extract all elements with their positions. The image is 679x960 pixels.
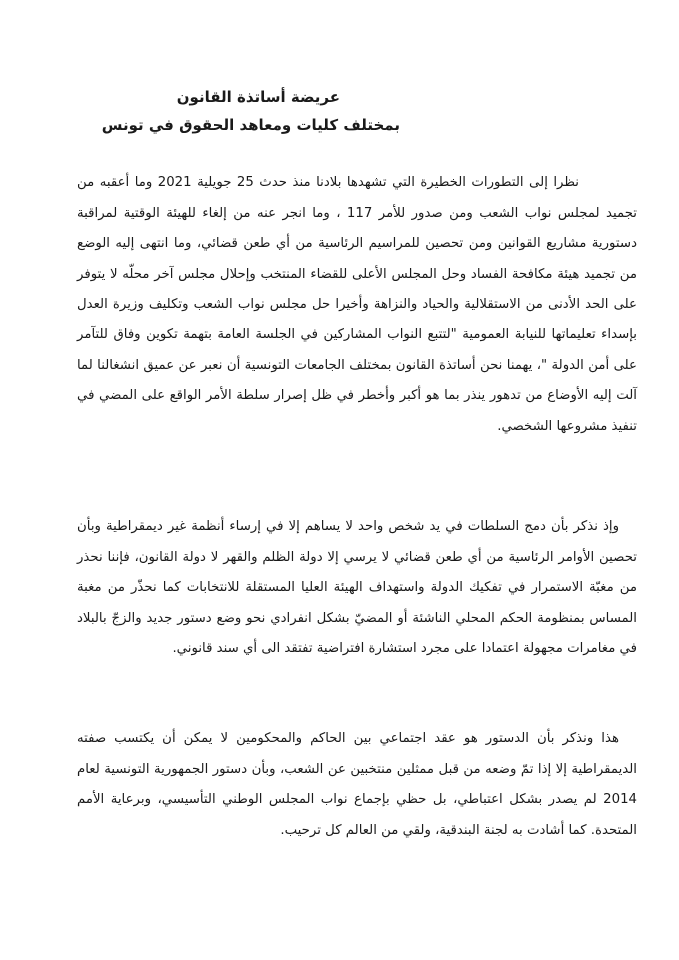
paragraph-3: هذا ونذكر بأن الدستور هو عقد اجتماعي بين الحاكم والمحكومين لا يمكن أن يكتسب صفته الديمقراطية إلا إذا تمّ وضعه من قبل ممثلين منتخبين عن الشعب، وبأن دستور الجمهورية التونسية لعام 2014 لم يصدر بشكل اعتباطي، بل حظي بإجماع نواب المجلس الوطني التأسيسي، وبرعاية الأمم المتحدة. كما أشادت به لجنة البندقية، ولقي من العالم كل ترحيب. <box>77 731 637 838</box>
document-title: عريضة أساتذة القانون <box>176 88 340 106</box>
paragraph-1: نظرا إلى التطورات الخطيرة التي تشهدها بلادنا منذ حدث 25 جويلية 2021 وما أعقبه من تجميد لمجلس نواب الشعب ومن صدور للأمر 117 ، وما انجر عنه من إلغاء للهيئة الوقتية لمراقبة دستورية مشاريع القوانين ومن تحصين للمراسيم الرئاسية من أي طعن قضائي، وما انتهى إليه الوضع من تجميد هيئة مكافحة الفساد وحل المجلس الأعلى للقضاء المنتخب وإحلال مجلس آخر محلّه لا يتوفر على الحد الأدنى من الاستقلالية والحياد والنزاهة وأخيرا حل مجلس نواب الشعب وتكليف وزيرة العدل بإسداء تعليماتها للنيابة العمومية "لتتبع النواب المشاركين في الجلسة العامة بتهمة تكوين وفاق للتآمر على أمن الدولة "، يهمنا نحن أساتذة القانون بمختلف الجامعات التونسية أن نعبر عن عميق انشغالنا لما آلت إليه الأوضاع من تدهور ينذر بما هو أكبر وأخطر في ظل إصرار سلطة الأمر الواقع على المضي في تنفيذ مشروعها الشخصي. <box>77 175 637 434</box>
document-subtitle: بمختلف كليات ومعاهد الحقوق في تونس <box>101 116 400 134</box>
paragraph-2: وإذ نذكر بأن دمج السلطات في يد شخص واحد لا يساهم إلا في إرساء أنظمة غير ديمقراطية وبأن تحصين الأوامر الرئاسية من أي طعن قضائي لا يرسي إلا دولة الظلم والقهر لا دولة القانون، فإننا نحذر من مغبّة الاستمرار في تفكيك الدولة واستهداف الهيئة العليا المستقلة للانتخابات كما نحذّر من مغبة المساس بمنظومة الحكم المحلي الناشئة أو المضيّ بشكل انفرادي نحو وضع دستور جديد والزجّ بالبلاد في مغامرات مجهولة اعتمادا على مجرد استشارة افتراضية تفتقد الى أي سند قانوني. <box>77 519 637 656</box>
